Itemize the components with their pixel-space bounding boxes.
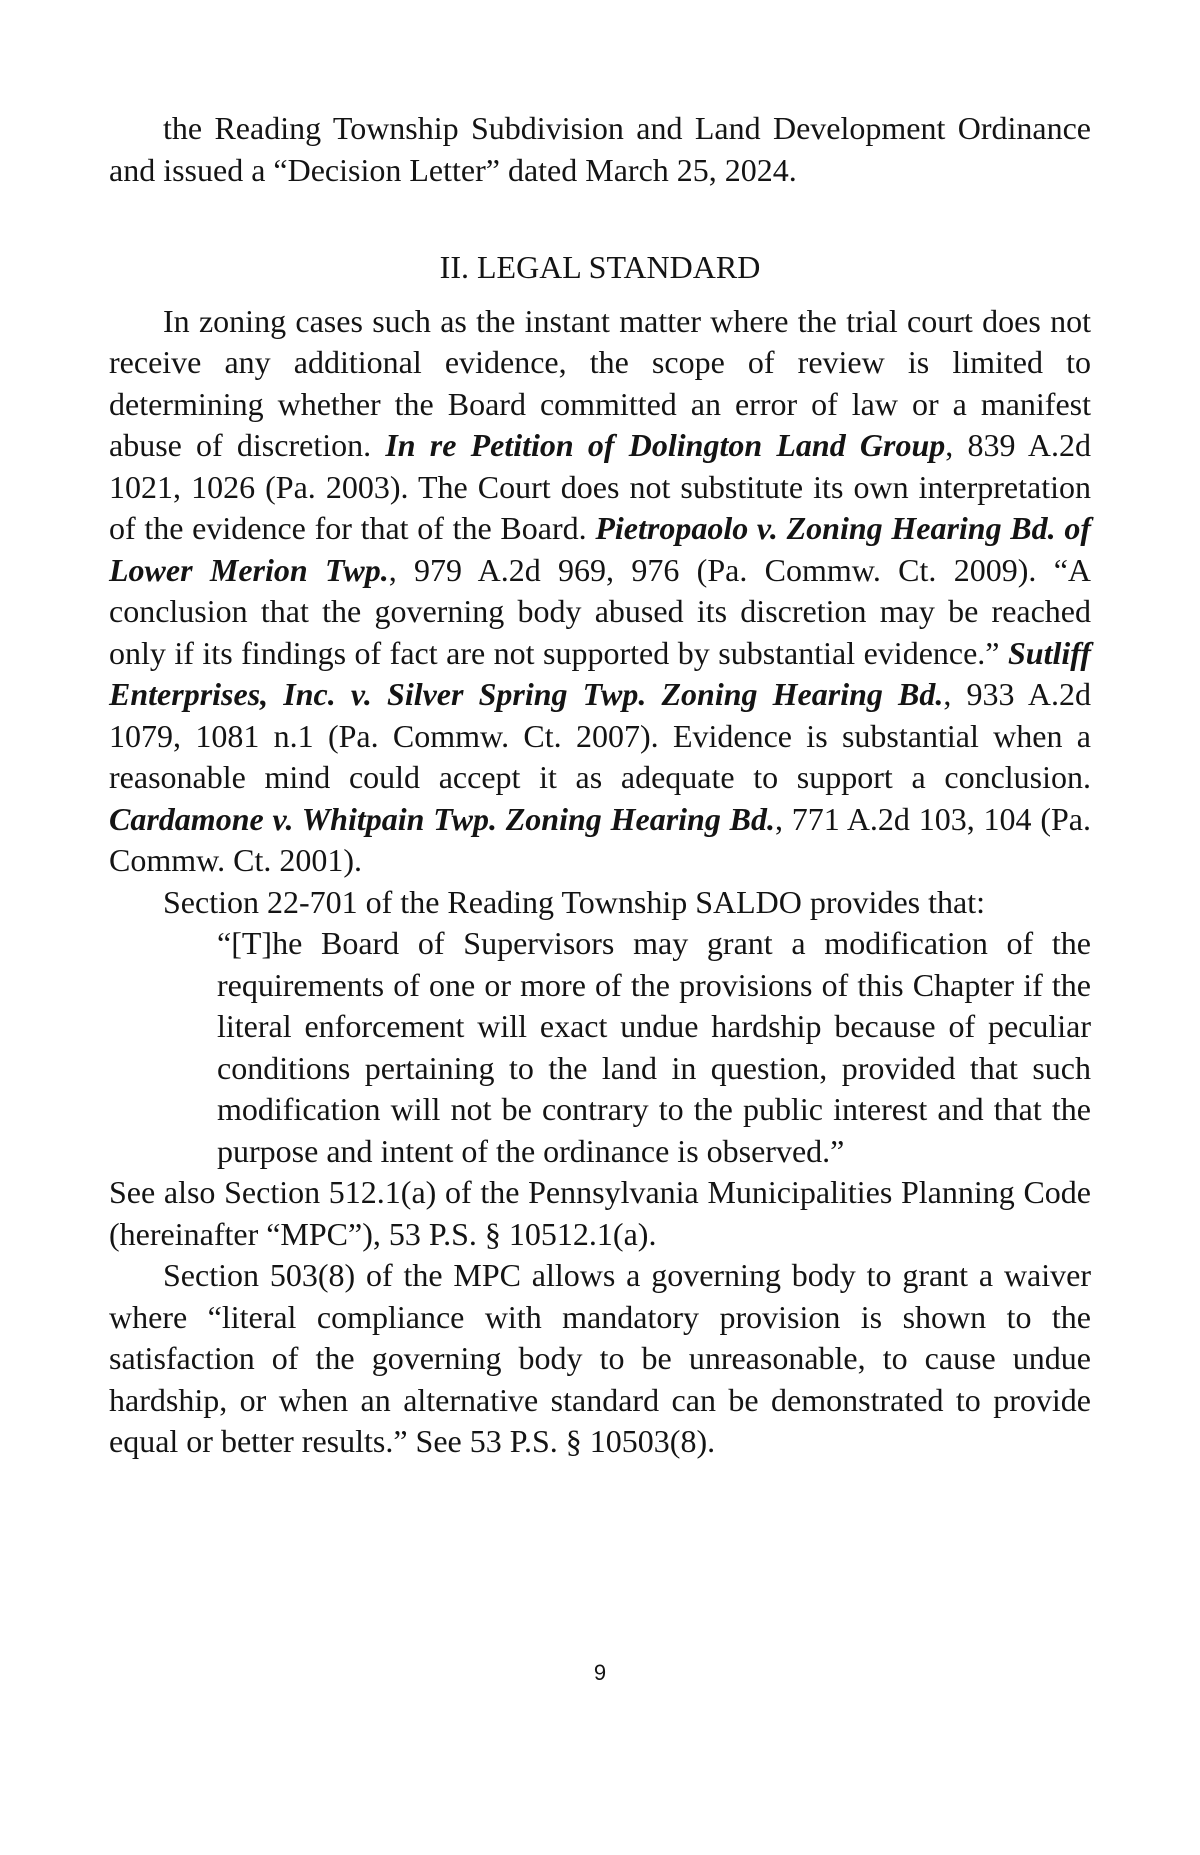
page-number: 9 (593, 1660, 607, 1685)
case-citation: Cardamone v. Whitpain Twp. Zoning Hearing Bd. (109, 800, 775, 837)
case-citation: In re Petition of Dolington Land Group (385, 427, 946, 463)
case-citation: Sutliff Enterprises, Inc. v. Silver Spring Twp. Zoning Hearing Bd. (109, 634, 1091, 712)
paragraph-text: , 933 A.2d 1079, 1081 n.1 (Pa. Commw. Ct. 2007). Evidence is substantial when a reasonable mind could accept it as adequate to support a conclusion. (109, 676, 1092, 795)
paragraph-text: In zoning cases such as the instant matter where the trial court does not receive any additional evidence, the scope of review is limited to determining whether the Board committed an error of law or a manifest abuse of discretion. (109, 302, 1091, 463)
paragraph-text: , 979 A.2d 969, 976 (Pa. Commw. Ct. 2009). “A conclusion that the governing body abused its discretion may be reached only if its findings of fact are not supported by substantial evidence.” (109, 551, 1092, 671)
block-quote: “[T]he Board of Supervisors may grant a modification of the requirements of one or more of the provisions of this Chapter if the literal enforcement will exact undue hardship because of peculiar conditions pertaining to the land in question, provided that such modification will not be contrary to the public interest and that the purpose and intent of the ordinance is observed.” (217, 925, 1091, 1169)
intro-paragraph: the Reading Township Subdivision and Land Development Ordinance and issued a “Decision Letter” dated March 25, 2024. (109, 110, 1091, 188)
case-citation: Pietropaolo v. Zoning Hearing Bd. of Lower Merion Twp. (109, 510, 1091, 588)
mpc-waiver-paragraph: Section 503(8) of the MPC allows a governing body to grant a waiver where “literal compliance with mandatory provision is shown to the satisfaction of the governing body to be unreasonable, to cause undue hardship, or when an alternative standard can be demonstrated to provide equal or better results.” See 53 P.S. § 10503(8). (109, 1257, 1091, 1459)
section-heading: II. LEGAL STANDARD (439, 249, 761, 285)
paragraph-text: , 771 A.2d 103, 104 (Pa. Commw. Ct. 2001). (109, 800, 1092, 878)
see-also-paragraph: See also Section 512.1(a) of the Pennsylvania Municipalities Planning Code (hereinafter “MPC”), 53 P.S. § 10512.1(a). (109, 1174, 1091, 1252)
paragraph-text: , 839 A.2d 1021, 1026 (Pa. 2003). The Court does not substitute its own interpretation of the evidence for that of the Board. (109, 427, 1092, 546)
legal-standard-paragraph (109, 301, 1091, 882)
saldo-intro-paragraph: Section 22-701 of the Reading Township SALDO provides that: (163, 883, 985, 920)
